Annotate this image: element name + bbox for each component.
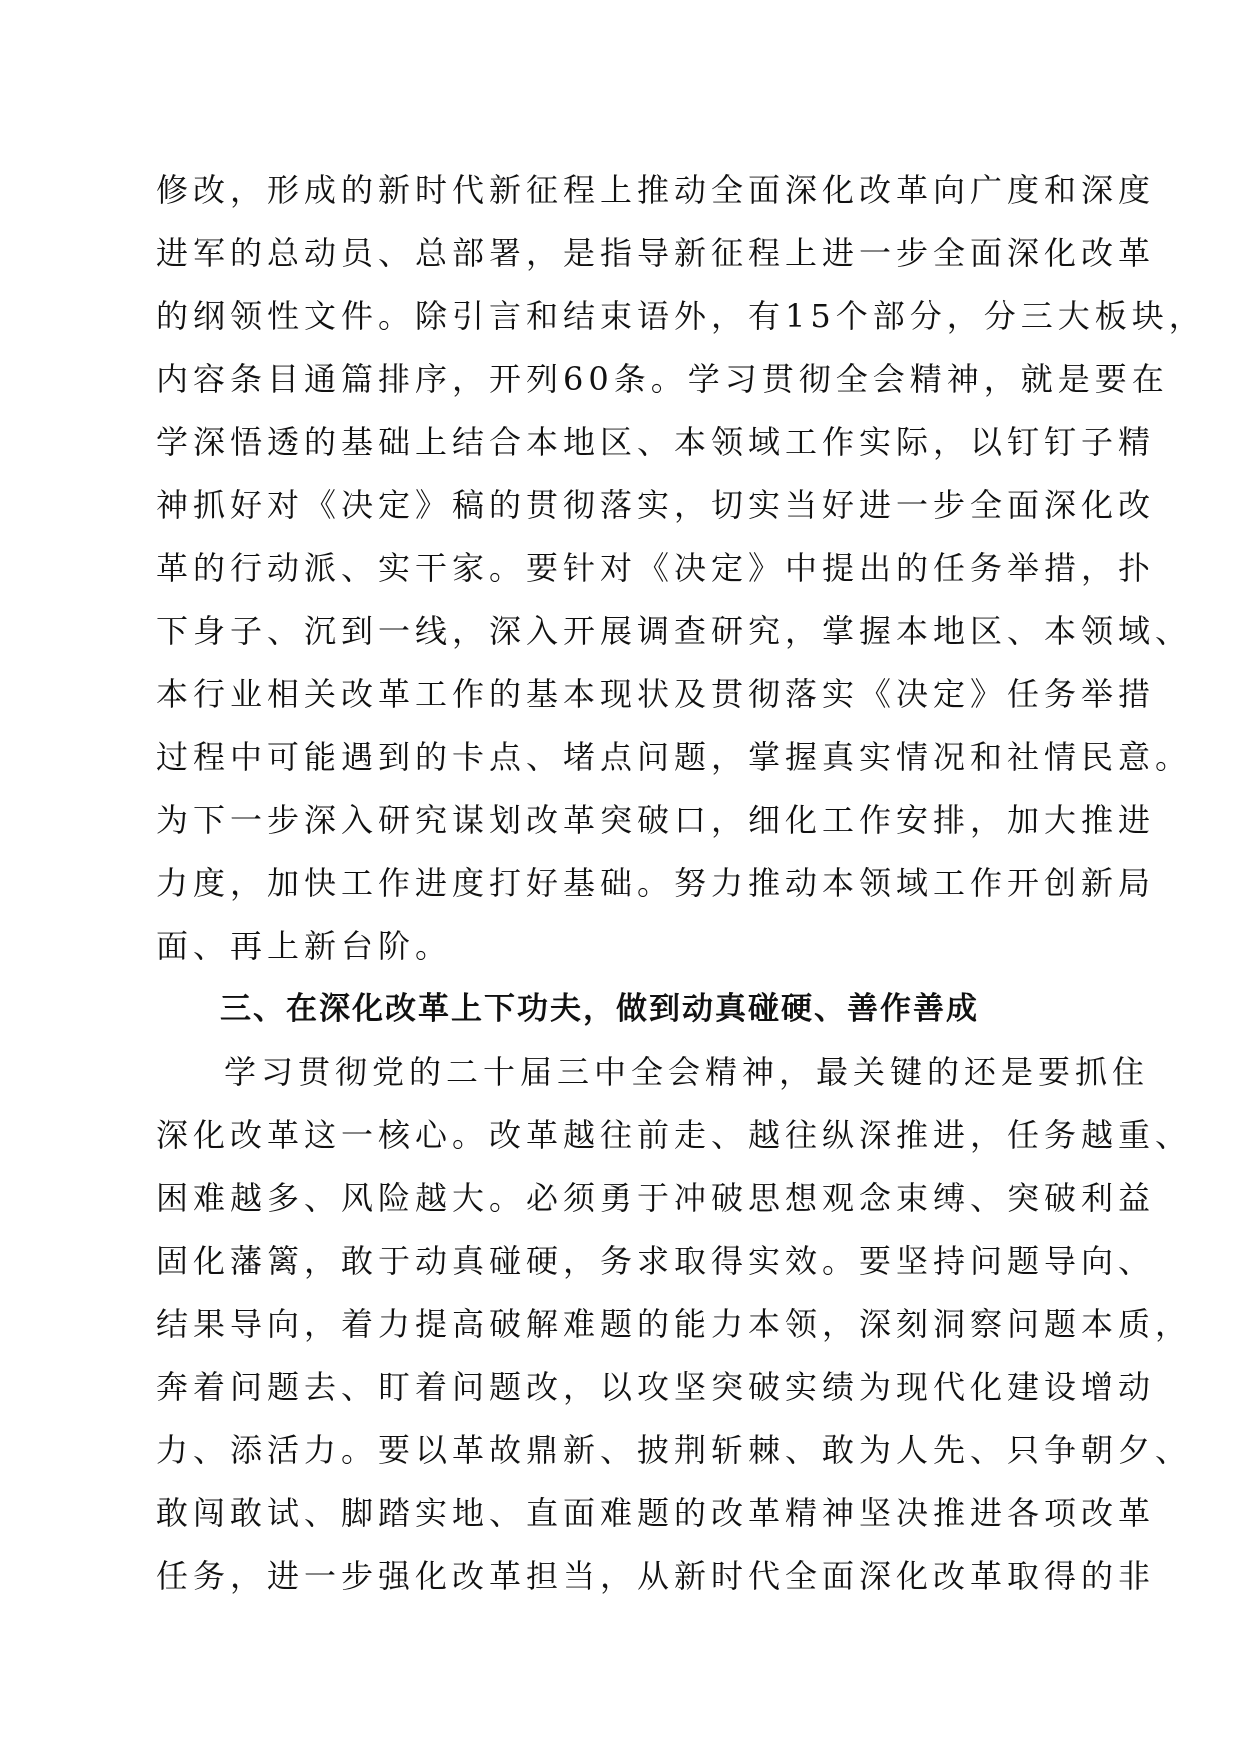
paragraph-line: 学深悟透的基础上结合本地区、本领域工作实际，以钉钉子精 [156,423,1156,461]
paragraph-line: 敢闯敢试、脚踏实地、直面难题的改革精神坚决推进各项改革 [156,1494,1156,1532]
paragraph-line: 力度，加快工作进度打好基础。努力推动本领域工作开创新局 [156,864,1156,902]
paragraph-line: 固化藩篱，敢于动真碰硬，务求取得实效。要坚持问题导向、 [156,1242,1156,1280]
paragraph-line: 为下一步深入研究谋划改革突破口，细化工作安排，加大推进 [156,801,1156,839]
paragraph-line: 学习贯彻党的二十届三中全会精神，最关键的还是要抓住 [224,1053,1150,1091]
paragraph-line: 面、再上新台阶。 [156,927,453,965]
paragraph-line: 内容条目通篇排序，开列60条。学习贯彻全会精神，就是要在 [156,360,1169,398]
paragraph-line: 过程中可能遇到的卡点、堵点问题，掌握真实情况和社情民意。 [156,738,1193,776]
paragraph-line: 奔着问题去、盯着问题改，以攻坚突破实绩为现代化建设增动 [156,1368,1156,1406]
paragraph-line: 神抓好对《决定》稿的贯彻落实，切实当好进一步全面深化改 [156,486,1156,524]
section-heading: 三、在深化改革上下功夫，做到动真碰硬、善作善成 [220,991,979,1027]
paragraph-line: 革的行动派、实干家。要针对《决定》中提出的任务举措，扑 [156,549,1156,587]
paragraph-line: 力、添活力。要以革故鼎新、披荆斩棘、敢为人先、只争朝夕、 [156,1431,1193,1469]
paragraph-line: 进军的总动员、总部署，是指导新征程上进一步全面深化改革 [156,234,1156,272]
paragraph-line: 修改，形成的新时代新征程上推动全面深化改革向广度和深度 [156,171,1156,209]
paragraph-line: 结果导向，着力提高破解难题的能力本领，深刻洞察问题本质， [156,1305,1193,1343]
paragraph-line: 的纲领性文件。除引言和结束语外，有15个部分，分三大板块， [156,297,1206,335]
paragraph-line: 任务，进一步强化改革担当，从新时代全面深化改革取得的非 [156,1557,1156,1595]
paragraph-line: 困难越多、风险越大。必须勇于冲破思想观念束缚、突破利益 [156,1179,1156,1217]
paragraph-line: 下身子、沉到一线，深入开展调查研究，掌握本地区、本领域、 [156,612,1193,650]
paragraph-line: 深化改革这一核心。改革越往前走、越往纵深推进，任务越重、 [156,1116,1193,1154]
paragraph-line: 本行业相关改革工作的基本现状及贯彻落实《决定》任务举措 [156,675,1156,713]
